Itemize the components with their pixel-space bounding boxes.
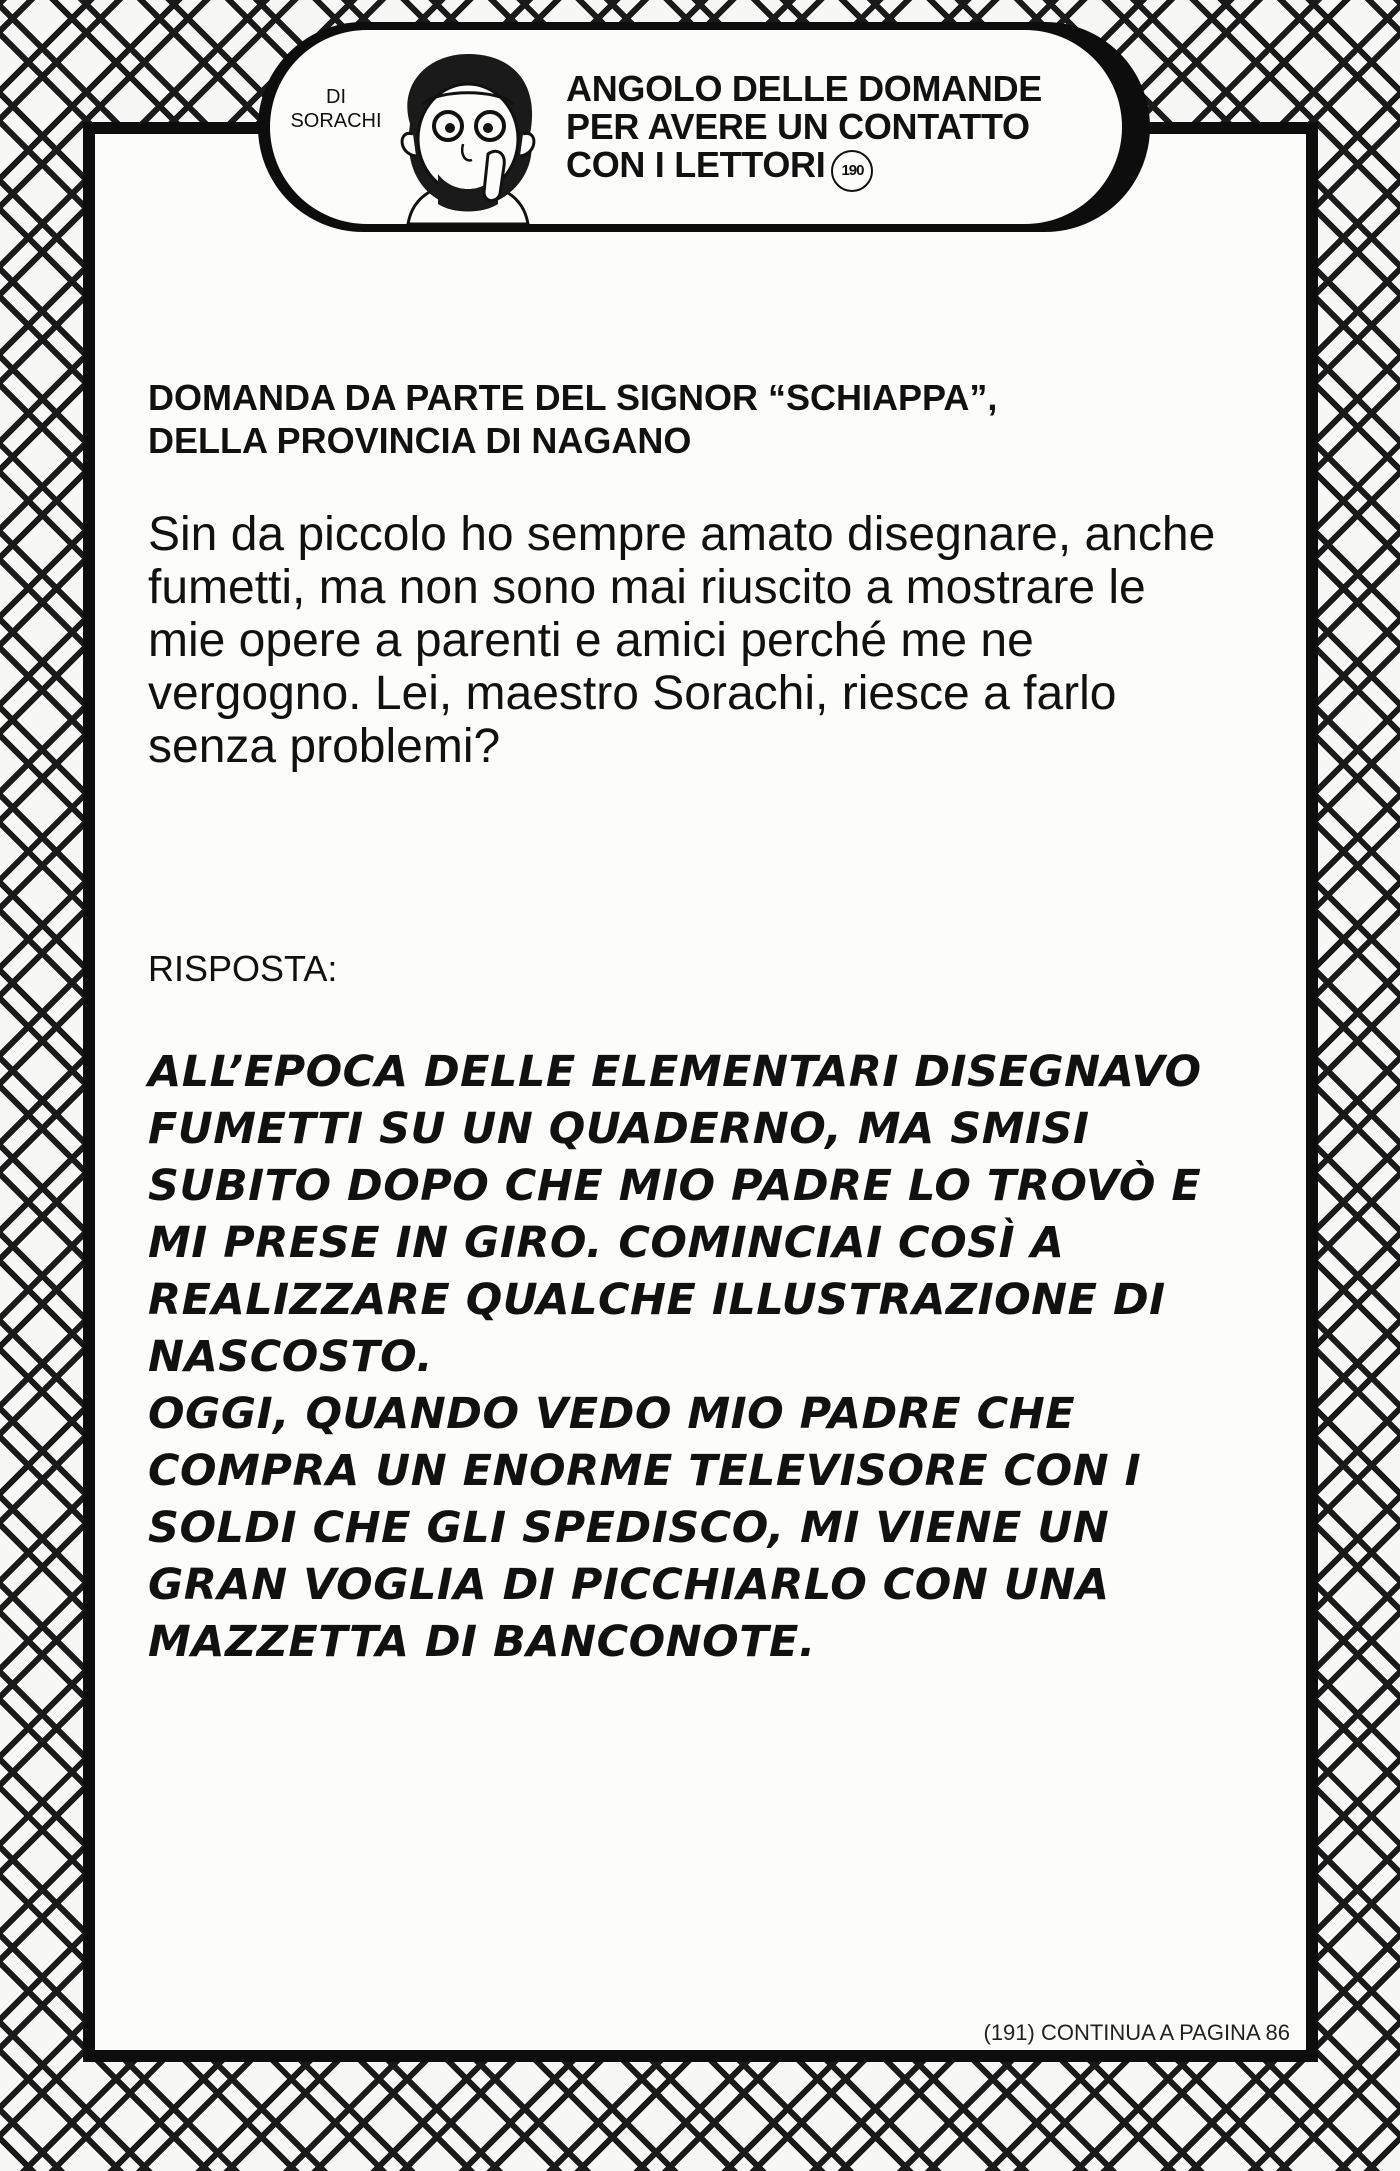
header-title-line: PER AVERE UN CONTATTO: [566, 106, 1030, 147]
header-banner: [270, 30, 1122, 224]
question-heading: [148, 376, 1228, 462]
author-mascot-illustration: [368, 44, 568, 224]
answer-text: ALL’EPOCA DELLE ELEMENTARI DISEGNAVO FUMETTI SU UN QUADERNO, MA SMISI SUBITO DOPO CHE MIO PADRE LO TROVÒ E MI PRESE IN GIRO. COMINCIAI COSÌ A REALIZZARE QUALCHE ILLUSTRAZIONE DI NASCOSTO. OGGI, QUANDO VEDO MIO PADRE CHE COMPRA UN ENORME TELEVISORE CON I SOLDI CHE GLI SPEDISCO, MI VIENE UN GRAN VOGLIA DI PICCHIARLO CON UNA MAZZETTA DI BANCONOTE.: [148, 1047, 1202, 1667]
header-title-text: CON I LETTORI: [566, 144, 826, 185]
continuation-note: (191) CONTINUA A PAGINA 86: [983, 2020, 1290, 2045]
header-title: [566, 70, 1042, 192]
answer-label: RISPOSTA:: [148, 948, 338, 989]
header-title-line: [566, 146, 1042, 192]
question-text: Sin da piccolo ho sempre amato disegnare, anche fumetti, ma non sono mai riuscito a mostrare le mie opere a parenti e amici perché me ne vergogno. Lei, maestro Sorachi, riesce a farlo senza problemi?: [148, 508, 1216, 773]
question-heading-line: DELLA PROVINCIA DI NAGANO: [148, 420, 692, 461]
author-name: SORACHI: [290, 110, 382, 132]
issue-number-badge: 190: [831, 150, 873, 192]
question-heading-line: DOMANDA DA PARTE DEL SIGNOR “SCHIAPPA”,: [148, 377, 998, 418]
header-title-line: ANGOLO DELLE DOMANDE: [566, 68, 1042, 109]
author-prefix: DI: [326, 86, 346, 108]
